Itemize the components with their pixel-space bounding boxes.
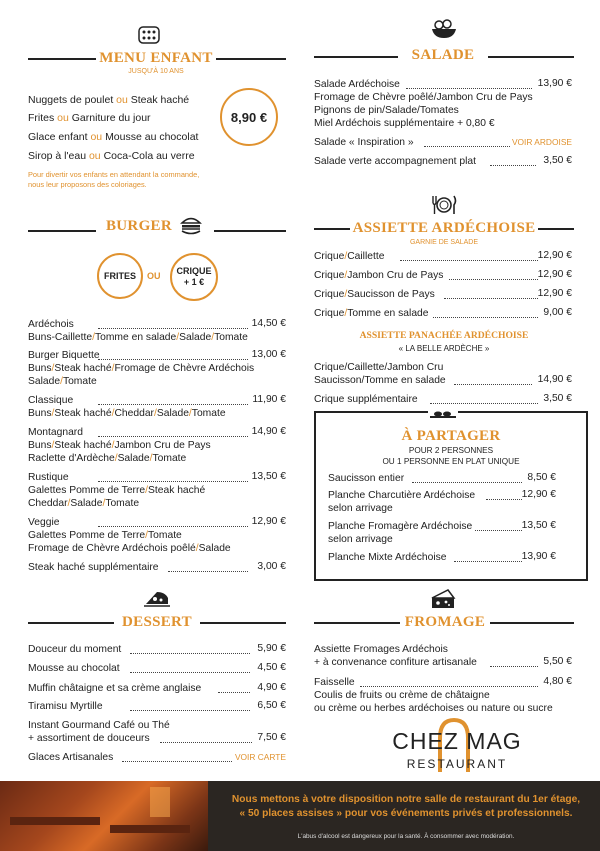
burger-desc: Galettes Pomme de Terre/Tomate: [28, 530, 182, 541]
footer-message: Nous mettons à votre disposition notre salle de restaurant du 1er étage, « 50 places assises » pour vos événements privés et professionnels.: [231, 794, 581, 819]
kid-line: Nuggets de poulet ou Steak haché: [28, 94, 190, 106]
assiette-price: 9,00 €: [543, 307, 572, 318]
fromage-desc: Coulis de fruits ou crème de châtaigne: [314, 690, 490, 701]
restaurant-photo: [0, 781, 208, 851]
fromage-item: Assiette Fromages Ardéchois: [314, 644, 448, 655]
partager-price: 8,50 €: [527, 472, 556, 483]
plate-cutlery-icon: [430, 194, 458, 216]
dessert-name: Mousse au chocolat: [28, 663, 120, 674]
burger-price: 13,50 €: [251, 471, 286, 482]
dessert-name: Tiramisu Myrtille: [28, 701, 103, 712]
divider: [214, 230, 286, 232]
dessert-price: VOIR CARTE: [234, 752, 286, 762]
kid-line: Sirop à l'eau ou Coca-Cola au verre: [28, 150, 195, 162]
partager-price: 12,90 €: [521, 489, 556, 500]
burger-price: 13,00 €: [251, 349, 286, 360]
fromage-price: 5,50 €: [543, 656, 572, 667]
salade-supplement: Miel Ardéchois supplémentaire + 0,80 €: [314, 118, 495, 129]
divider: [488, 56, 574, 58]
divider: [28, 58, 96, 60]
leader-dots: [98, 436, 248, 437]
burger-name: Classique: [28, 395, 74, 406]
dessert-price: 4,90 €: [257, 682, 286, 693]
burger-icon: [180, 214, 202, 236]
salade-desc: Pignons de pin/Salade/Tomates: [314, 105, 459, 116]
partager-price: 13,90 €: [521, 551, 556, 562]
crique-supplement: Crique supplémentaire: [314, 394, 418, 405]
assiette-price: 12,90 €: [537, 288, 572, 299]
partager-price: 13,50 €: [521, 520, 556, 531]
burger-desc: Galettes Pomme de Terre/Steak haché: [28, 485, 206, 496]
waffle-icon: [138, 26, 160, 44]
fromage-desc: + à convenance confiture artisanale: [314, 657, 477, 668]
dessert-price: 5,90 €: [257, 643, 286, 654]
assiette-price: 12,90 €: [537, 250, 572, 261]
option-crique: CRIQUE + 1 €: [170, 253, 218, 301]
salade-item: Salade « Inspiration »: [314, 137, 414, 148]
burger-name: Steak haché supplémentaire: [28, 562, 159, 573]
divider: [28, 230, 96, 232]
divider: [216, 58, 286, 60]
burger-price: 11,90 €: [252, 394, 286, 405]
dessert-name: Muffin châtaigne et sa crème anglaise: [28, 683, 202, 694]
kid-menu-price: 8,90 €: [220, 88, 278, 146]
assiette-subtitle: GARNIE DE SALADE: [409, 239, 479, 246]
dessert-name: Glaces Artisanales: [28, 752, 114, 763]
assiette-price: 12,90 €: [537, 269, 572, 280]
burger-desc: Fromage de Chèvre Ardéchois poêlé/Salade: [28, 543, 231, 554]
leader-dots: [98, 481, 248, 482]
leader-dots: [400, 260, 538, 261]
salade-item: Salade Ardéchoise: [314, 79, 400, 90]
assiette-name: Crique/Caillette: [314, 251, 385, 262]
burger-price: 14,90 €: [251, 426, 286, 437]
divider: [200, 622, 286, 624]
fromage-title: FROMAGE: [404, 614, 486, 630]
salade-price: 13,90 €: [537, 78, 572, 89]
partager-name: Saucisson entier: [328, 473, 405, 484]
fromage-desc: ou crème ou herbes ardéchoises ou nature ou sucre: [314, 703, 553, 714]
leader-dots: [98, 359, 248, 360]
fromage-item: Faisselle: [314, 677, 355, 688]
logo-tag: RESTAURANT: [406, 757, 508, 771]
salade-price: VOIR ARDOISE: [511, 137, 572, 147]
divider: [490, 622, 574, 624]
leader-dots: [360, 686, 538, 687]
menu-enfant-title: MENU ENFANT: [99, 50, 213, 66]
divider: [314, 228, 350, 230]
burger-desc: Buns/Steak haché/Fromage de Chèvre Ardéchois: [28, 363, 255, 374]
leader-dots: [424, 146, 510, 147]
divider: [314, 622, 400, 624]
dessert-price: 4,50 €: [257, 662, 286, 673]
dessert-name: Instant Gourmand Café ou Thé: [28, 720, 170, 731]
option-or: OU: [147, 271, 161, 281]
charcuterie-board-icon: [428, 407, 458, 421]
panachee-title: ASSIETTE PANACHÉE ARDÉCHOISE: [359, 330, 529, 341]
leader-dots: [98, 526, 248, 527]
alcohol-warning: L'abus d'alcool est dangereux pour la santé. À consommer avec modération.: [297, 833, 515, 840]
leader-dots: [406, 88, 532, 89]
burger-price: 12,90 €: [251, 516, 286, 527]
logo-name: CHEZ MAG: [392, 728, 522, 754]
divider: [28, 622, 114, 624]
salade-title: SALADE: [411, 47, 475, 63]
kid-note: Pour divertir vos enfants en attendant la commande, nous leur proposons des coloriages.: [28, 170, 200, 189]
burger-name: Burger Biquette: [28, 350, 100, 361]
assiette-title: ASSIETTE ARDÉCHOISE: [352, 220, 536, 236]
burger-desc: Buns-Caillette/Tomme en salade/Salade/Tomate: [28, 332, 248, 343]
burger-desc: Raclette d'Ardèche/Salade/Tomate: [28, 453, 187, 464]
partager-name: Planche Mixte Ardéchoise: [328, 552, 447, 563]
cheese-icon: [430, 588, 456, 610]
footer: [0, 781, 600, 851]
assiette-name: Crique/Jambon Cru de Pays: [314, 270, 444, 281]
panachee-line: Crique/Caillette/Jambon Cru: [314, 362, 444, 373]
leader-dots: [98, 404, 248, 405]
assiette-name: Crique/Saucisson de Pays: [314, 289, 435, 300]
burger-desc: Buns/Steak haché/Jambon Cru de Pays: [28, 440, 211, 451]
option-frites: FRITES: [97, 253, 143, 299]
dessert-price: 6,50 €: [257, 700, 286, 711]
partager-title: À PARTAGER: [401, 428, 501, 444]
salad-bowl-icon: [430, 18, 458, 40]
partager-sub: OU 1 PERSONNE EN PLAT UNIQUE: [382, 457, 520, 466]
dessert-title: DESSERT: [122, 614, 192, 630]
salade-price: 3,50 €: [543, 155, 572, 166]
divider: [314, 56, 398, 58]
crique-supplement-price: 3,50 €: [543, 393, 572, 404]
burger-name: Veggie: [28, 517, 60, 528]
partager-sub: POUR 2 PERSONNES: [408, 446, 494, 455]
leader-dots: [98, 328, 248, 329]
partager-name: Planche Charcutière Ardéchoise: [328, 490, 476, 501]
divider: [538, 228, 574, 230]
kid-line: Glace enfant ou Mousse au chocolat: [28, 131, 199, 143]
assiette-name: Crique/Tomme en salade: [314, 308, 429, 319]
burger-name: Rustique: [28, 472, 69, 483]
burger-desc: Cheddar/Salade/Tomate: [28, 498, 140, 509]
burger-name: Ardéchois: [28, 319, 74, 330]
burger-title: BURGER: [106, 218, 172, 234]
partager-name: Planche Fromagère Ardéchoise: [328, 521, 473, 532]
menu-enfant-subtitle: JUSQU'À 10 ANS: [128, 68, 184, 75]
burger-desc: Salade/Tomate: [28, 376, 97, 387]
panachee-line: Saucisson/Tomme en salade: [314, 375, 446, 386]
kid-line: Frites ou Garniture du jour: [28, 112, 151, 124]
dessert-desc: + assortiment de douceurs: [28, 733, 150, 744]
dessert-name: Douceur du moment: [28, 644, 122, 655]
dessert-price: 7,50 €: [257, 732, 286, 743]
fromage-price: 4,80 €: [543, 676, 572, 687]
panachee-price: 14,90 €: [537, 374, 572, 385]
cake-icon: [143, 588, 171, 608]
partager-note: selon arrivage: [328, 503, 393, 514]
burger-price: 14,50 €: [251, 318, 286, 329]
panachee-subtitle: « LA BELLE ARDÈCHE »: [398, 344, 490, 353]
salade-desc: Fromage de Chèvre poêlé/Jambon Cru de Pays: [314, 92, 533, 103]
burger-price: 3,00 €: [257, 561, 286, 572]
burger-desc: Buns/Steak haché/Cheddar/Salade/Tomate: [28, 408, 226, 419]
burger-name: Montagnard: [28, 427, 83, 438]
salade-item: Salade verte accompagnement plat: [314, 156, 476, 167]
partager-note: selon arrivage: [328, 534, 393, 545]
